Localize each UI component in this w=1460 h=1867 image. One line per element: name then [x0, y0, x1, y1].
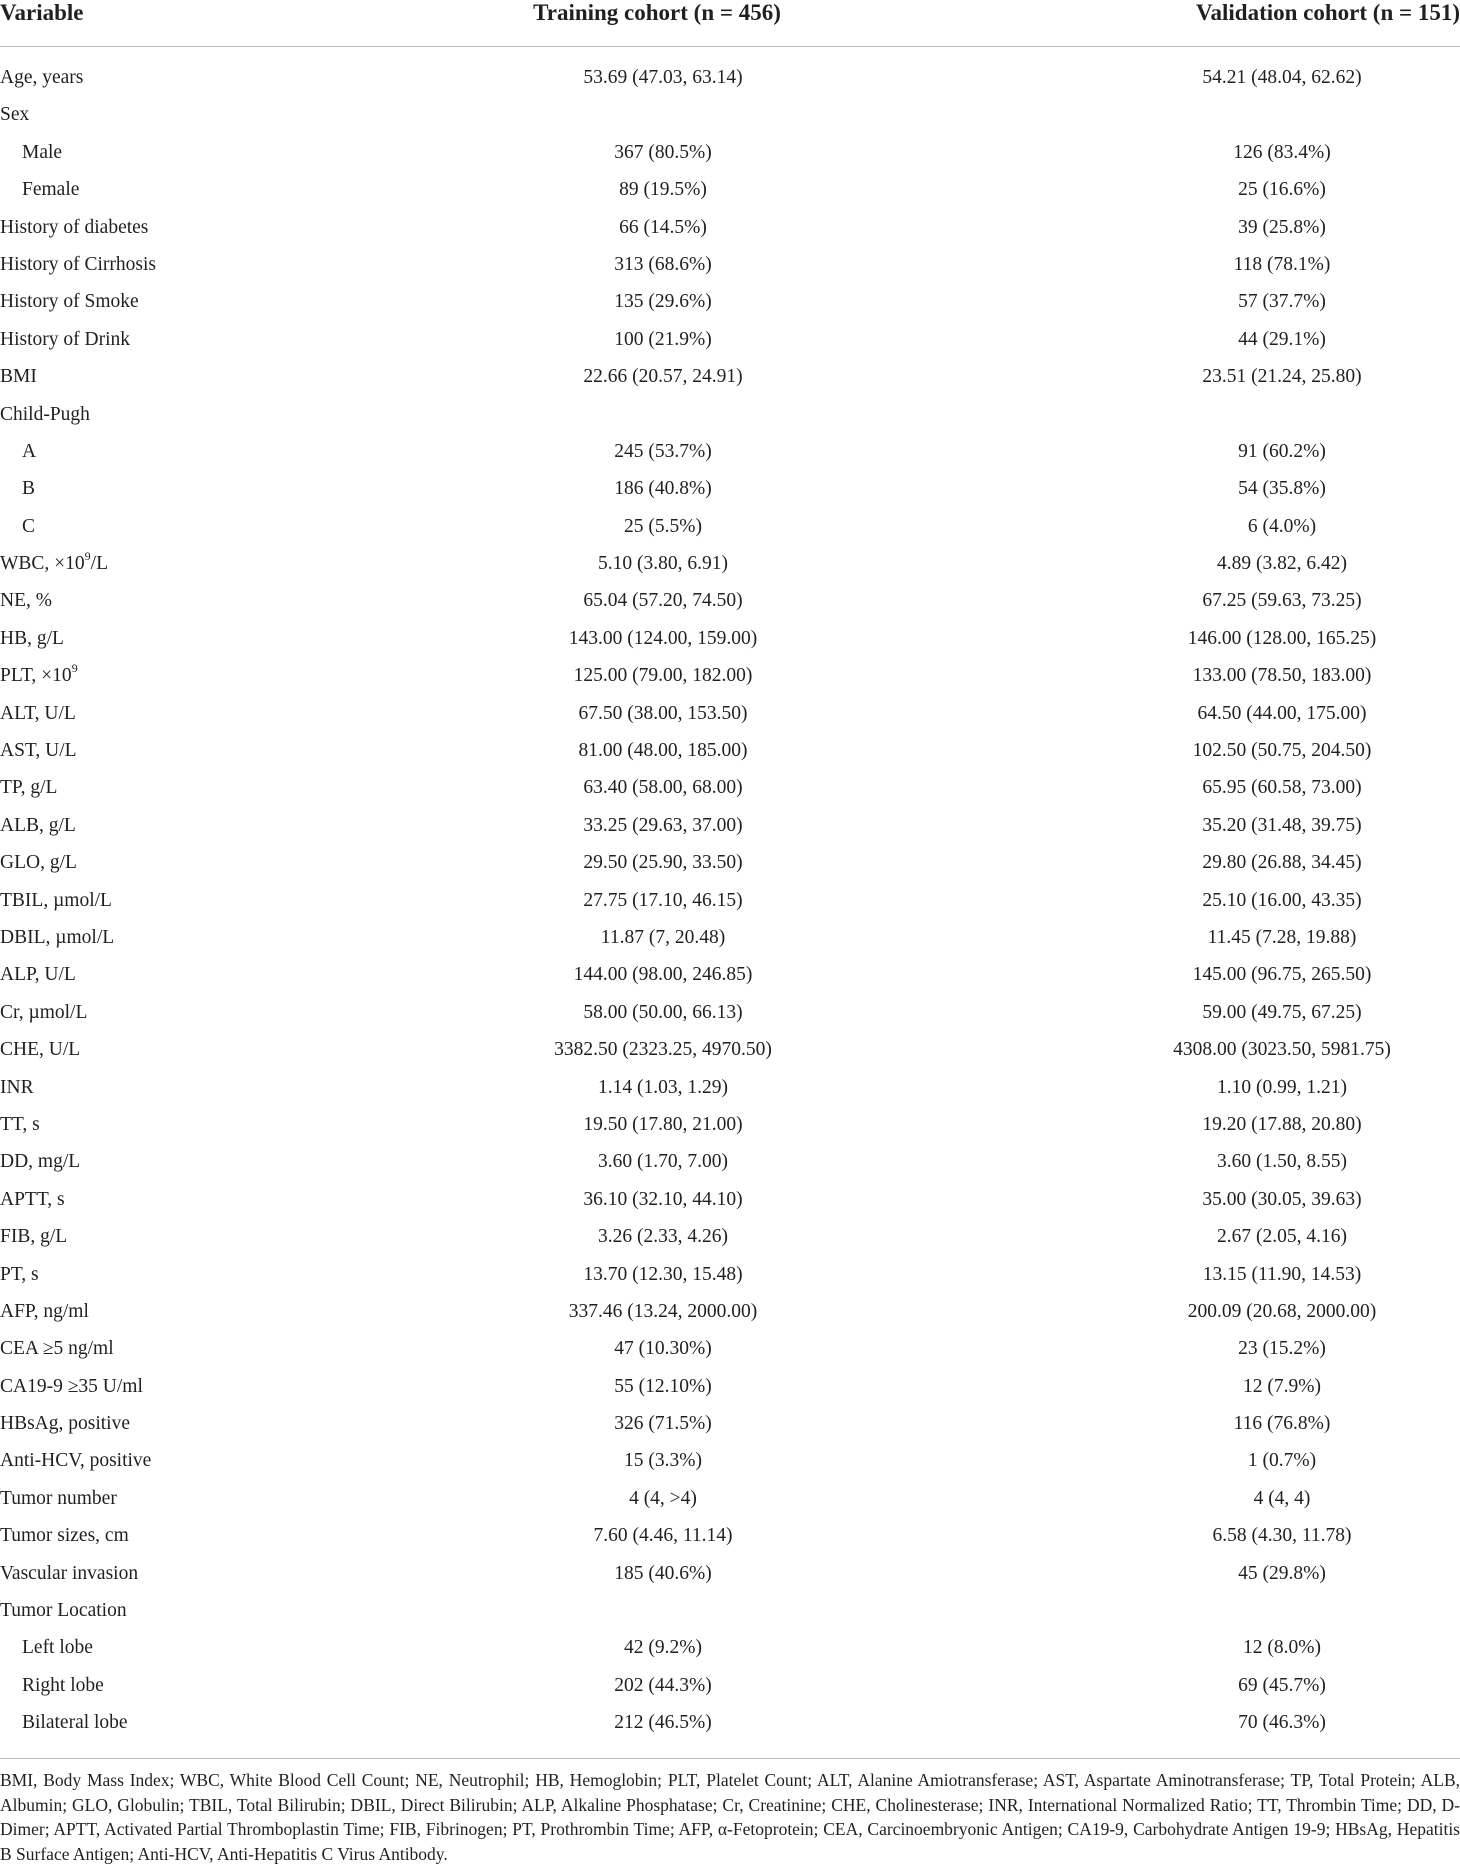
table-row — [0, 1667, 1460, 1704]
training-cohort-cell: 326 (71.5%) — [614, 1413, 712, 1435]
table-row — [0, 508, 1460, 545]
table-row — [0, 956, 1460, 993]
variable-label: WBC, ×10 — [0, 553, 85, 575]
variable-cell — [0, 1256, 39, 1293]
variable-cell — [0, 209, 148, 246]
table-row — [0, 171, 1460, 208]
training-cohort-cell: 3.26 (2.33, 4.26) — [598, 1226, 728, 1248]
variable-cell — [0, 1330, 114, 1367]
validation-cohort-cell: 25 (16.6%) — [1238, 179, 1326, 201]
training-cohort-cell: 100 (21.9%) — [614, 328, 712, 350]
table-row — [0, 1405, 1460, 1442]
variable-label: AFP, ng/ml — [0, 1300, 89, 1322]
variable-label: PLT, ×10 — [0, 665, 72, 687]
validation-cohort-cell: 11.45 (7.28, 19.88) — [1207, 926, 1357, 948]
validation-cohort-cell: 116 (76.8%) — [1233, 1413, 1331, 1435]
training-cohort-cell: 29.50 (25.90, 33.50) — [583, 852, 743, 874]
table-row — [0, 1218, 1460, 1255]
variable-cell — [0, 807, 76, 844]
variable-label: FIB, g/L — [0, 1226, 68, 1248]
variable-label: TBIL, µmol/L — [0, 889, 112, 911]
table-row — [0, 209, 1460, 246]
variable-label: A — [22, 440, 37, 462]
variable-label: Female — [22, 179, 80, 201]
table-bottom-rule — [0, 1758, 1460, 1759]
table-row — [0, 1517, 1460, 1554]
variable-label: INR — [0, 1076, 34, 1098]
table-row — [0, 695, 1460, 732]
training-cohort-cell: 144.00 (98.00, 246.85) — [573, 964, 753, 986]
training-cohort-cell: 202 (44.3%) — [614, 1674, 712, 1696]
variable-cell — [0, 545, 108, 582]
validation-cohort-cell: 69 (45.7%) — [1238, 1674, 1326, 1696]
variable-label: BMI — [0, 366, 37, 388]
training-cohort-cell: 15 (3.3%) — [624, 1450, 702, 1472]
training-cohort-cell: 135 (29.6%) — [614, 291, 712, 313]
validation-cohort-cell: 126 (83.4%) — [1233, 141, 1331, 163]
training-cohort-cell: 65.04 (57.20, 74.50) — [583, 590, 743, 612]
variable-label: CEA ≥5 ng/ml — [0, 1338, 114, 1360]
variable-label: TP, g/L — [0, 777, 58, 799]
training-cohort-cell: 22.66 (20.57, 24.91) — [583, 366, 743, 388]
variable-label: Vascular invasion — [0, 1562, 139, 1584]
variable-label: Tumor number — [0, 1487, 117, 1509]
validation-cohort-cell: 145.00 (96.75, 265.50) — [1192, 964, 1372, 986]
variable-label: CHE, U/L — [0, 1039, 81, 1061]
training-cohort-cell: 125.00 (79.00, 182.00) — [573, 665, 753, 687]
variable-cell — [0, 882, 112, 919]
variable-label: Tumor Location — [0, 1600, 127, 1622]
training-cohort-cell: 42 (9.2%) — [624, 1637, 702, 1659]
validation-cohort-cell: 6.58 (4.30, 11.78) — [1212, 1525, 1352, 1547]
variable-cell — [0, 96, 29, 133]
table-row — [0, 1069, 1460, 1106]
table-row — [0, 246, 1460, 283]
table-row — [0, 134, 1460, 171]
table-row — [0, 582, 1460, 619]
variable-cell — [0, 1368, 143, 1405]
validation-cohort-cell: 1.10 (0.99, 1.21) — [1217, 1076, 1347, 1098]
validation-cohort-cell: 3.60 (1.50, 8.55) — [1217, 1151, 1347, 1173]
training-cohort-cell: 81.00 (48.00, 185.00) — [578, 740, 748, 762]
validation-cohort-cell: 23.51 (21.24, 25.80) — [1202, 366, 1362, 388]
training-cohort-cell: 5.10 (3.80, 6.91) — [598, 553, 728, 575]
variable-label: Cr, µmol/L — [0, 1001, 88, 1023]
training-cohort-cell: 367 (80.5%) — [614, 141, 712, 163]
table-row — [0, 844, 1460, 881]
variable-cell — [0, 657, 78, 694]
validation-cohort-cell: 35.20 (31.48, 39.75) — [1202, 814, 1362, 836]
variable-cell — [22, 1667, 104, 1704]
variable-label: Child-Pugh — [0, 403, 90, 425]
variable-cell — [0, 919, 114, 956]
table-footnote: BMI, Body Mass Index; WBC, White Blood Cell Count; NE, Neutrophil; HB, Hemoglobin; PLT, Platelet Count; ALT, Alanine Amiotransferase; AST, Aspartate Aminotransferase; TP, Total Protein; ALB, Albumin; GLO, Globulin; TBIL, Total Bilirubin; DBIL, Direct Bilirubin; ALP, Alkaline Phosphatase; Cr, Creatinine; CHE, Cholinesterase; INR, International Normalized Ratio; TT, Thrombin Time; DD, D-Dimer; APTT, Activated Partial Thromboplastin Time; FIB, Fibrinogen; PT, Prothrombin Time; AFP, α-Fetoprotein; CEA, Carcinoembryonic Antigen; CA19-9, Carbohydrate Antigen 19-9; HBsAg, Hepatitis B Surface Antigen; Anti-HCV, Anti-Hepatitis C Virus Antibody. — [0, 1770, 1460, 1864]
header-variable: Variable — [0, 0, 84, 25]
validation-cohort-cell: 19.20 (17.88, 20.80) — [1202, 1113, 1362, 1135]
table-row — [0, 1442, 1460, 1479]
training-cohort-cell: 58.00 (50.00, 66.13) — [583, 1001, 743, 1023]
validation-cohort-cell: 65.95 (60.58, 73.00) — [1202, 777, 1362, 799]
validation-cohort-cell: 1 (0.7%) — [1247, 1450, 1317, 1472]
training-cohort-cell: 245 (53.7%) — [614, 440, 712, 462]
variable-cell — [0, 59, 83, 96]
header-validation-cohort: Validation cohort (n = 151) — [1196, 0, 1460, 25]
validation-cohort-cell: 64.50 (44.00, 175.00) — [1197, 702, 1367, 724]
training-cohort-cell: 89 (19.5%) — [619, 179, 707, 201]
validation-cohort-cell: 23 (15.2%) — [1238, 1338, 1326, 1360]
training-cohort-cell: 143.00 (124.00, 159.00) — [568, 627, 758, 649]
variable-cell — [22, 171, 79, 208]
validation-cohort-cell: 118 (78.1%) — [1233, 253, 1331, 275]
variable-cell — [0, 358, 37, 395]
validation-cohort-cell: 59.00 (49.75, 67.25) — [1202, 1001, 1362, 1023]
variable-cell — [0, 283, 139, 320]
variable-label: B — [22, 478, 36, 500]
variable-label: ALP, U/L — [0, 964, 76, 986]
training-cohort-cell: 63.40 (58.00, 68.00) — [583, 777, 743, 799]
table-row — [0, 1293, 1460, 1330]
table-row — [0, 769, 1460, 806]
validation-cohort-cell: 12 (7.9%) — [1243, 1375, 1321, 1397]
variable-label: C — [22, 515, 36, 537]
variable-cell — [22, 433, 36, 470]
variable-cell — [22, 1704, 128, 1741]
table-row — [0, 1181, 1460, 1218]
training-cohort-cell: 3382.50 (2323.25, 4970.50) — [554, 1039, 772, 1061]
validation-cohort-cell: 35.00 (30.05, 39.63) — [1202, 1188, 1362, 1210]
training-cohort-cell: 55 (12.10%) — [614, 1375, 712, 1397]
table-row — [0, 1143, 1460, 1180]
training-cohort-cell: 4 (4, >4) — [629, 1487, 697, 1509]
validation-cohort-cell: 57 (37.7%) — [1238, 291, 1326, 313]
variable-cell — [0, 1555, 138, 1592]
variable-cell — [0, 321, 130, 358]
variable-label: History of diabetes — [0, 216, 149, 238]
training-cohort-cell: 19.50 (17.80, 21.00) — [583, 1113, 743, 1135]
table-row — [0, 1592, 1460, 1629]
training-cohort-cell: 13.70 (12.30, 15.48) — [583, 1263, 743, 1285]
variable-superscript: 9 — [71, 660, 78, 675]
variable-label: CA19-9 ≥35 U/ml — [0, 1375, 143, 1397]
variable-cell — [0, 1069, 34, 1106]
table-body — [0, 59, 1460, 1742]
table-row — [0, 96, 1460, 133]
variable-label: AST, U/L — [0, 740, 77, 762]
variable-cell — [0, 246, 156, 283]
table-row — [0, 882, 1460, 919]
variable-label: HBsAg, positive — [0, 1413, 131, 1435]
validation-cohort-cell: 4 (4, 4) — [1253, 1487, 1311, 1509]
variable-label: PT, s — [0, 1263, 39, 1285]
variable-cell — [22, 508, 35, 545]
table-row — [0, 1480, 1460, 1517]
validation-cohort-cell: 4308.00 (3023.50, 5981.75) — [1173, 1039, 1391, 1061]
variable-cell — [0, 1592, 127, 1629]
table-row — [0, 321, 1460, 358]
training-cohort-cell: 53.69 (47.03, 63.14) — [583, 67, 743, 88]
training-cohort-cell: 11.87 (7, 20.48) — [600, 926, 726, 948]
training-cohort-cell: 7.60 (4.46, 11.14) — [593, 1525, 733, 1547]
variable-cell — [0, 1517, 129, 1554]
table-row — [0, 433, 1460, 470]
variable-label: History of Cirrhosis — [0, 253, 156, 275]
variable-label: GLO, g/L — [0, 852, 77, 874]
table-row — [0, 1031, 1460, 1068]
variable-cell — [0, 1031, 80, 1068]
validation-cohort-cell: 54.21 (48.04, 62.62) — [1202, 67, 1362, 88]
variable-label: Male — [22, 141, 63, 163]
variable-label: DD, mg/L — [0, 1151, 81, 1173]
variable-cell — [0, 582, 52, 619]
table-row — [0, 1106, 1460, 1143]
table-row — [0, 1256, 1460, 1293]
table-row — [0, 470, 1460, 507]
validation-cohort-cell: 45 (29.8%) — [1238, 1562, 1326, 1584]
variable-cell — [0, 695, 76, 732]
validation-cohort-cell: 70 (46.3%) — [1238, 1712, 1326, 1734]
variable-cell — [0, 1143, 80, 1180]
variable-label: Left lobe — [22, 1637, 93, 1659]
table-row — [0, 1629, 1460, 1666]
variable-label: Right lobe — [22, 1674, 104, 1696]
variable-label: History of Smoke — [0, 291, 139, 313]
table-row — [0, 1330, 1460, 1367]
variable-cell — [0, 732, 77, 769]
variable-superscript: 9 — [84, 548, 91, 563]
variable-unit-suffix: /L — [90, 553, 109, 575]
variable-label: TT, s — [0, 1113, 40, 1135]
validation-cohort-cell: 54 (35.8%) — [1238, 478, 1326, 500]
table-row — [0, 620, 1460, 657]
validation-cohort-cell: 12 (8.0%) — [1243, 1637, 1321, 1659]
variable-label: Tumor sizes, cm — [0, 1525, 129, 1547]
training-cohort-cell: 27.75 (17.10, 46.15) — [583, 889, 743, 911]
table-row — [0, 994, 1460, 1031]
variable-cell — [0, 1480, 117, 1517]
variable-label: APTT, s — [0, 1188, 65, 1210]
validation-cohort-cell: 4.89 (3.82, 6.42) — [1217, 553, 1347, 575]
validation-cohort-cell: 146.00 (128.00, 165.25) — [1187, 627, 1377, 649]
training-cohort-cell: 185 (40.6%) — [614, 1562, 712, 1584]
training-cohort-cell: 66 (14.5%) — [619, 216, 707, 238]
variable-cell — [0, 1218, 67, 1255]
training-cohort-cell: 67.50 (38.00, 153.50) — [578, 702, 748, 724]
variable-label: History of Drink — [0, 328, 130, 350]
table-row — [0, 1555, 1460, 1592]
table-row — [0, 657, 1460, 694]
training-cohort-cell: 25 (5.5%) — [624, 515, 702, 537]
validation-cohort-cell: 2.67 (2.05, 4.16) — [1217, 1226, 1347, 1248]
table-row — [0, 1704, 1460, 1741]
variable-cell — [0, 769, 57, 806]
validation-cohort-cell: 29.80 (26.88, 34.45) — [1202, 852, 1362, 874]
variable-label: NE, % — [0, 590, 52, 612]
variable-cell — [22, 1629, 93, 1666]
validation-cohort-cell: 200.09 (20.68, 2000.00) — [1187, 1300, 1377, 1322]
variable-cell — [0, 956, 76, 993]
table-row — [0, 283, 1460, 320]
variable-label: Anti-HCV, positive — [0, 1450, 152, 1472]
validation-cohort-cell: 133.00 (78.50, 183.00) — [1192, 665, 1372, 687]
validation-cohort-cell: 91 (60.2%) — [1238, 440, 1326, 462]
validation-cohort-cell: 25.10 (16.00, 43.35) — [1202, 889, 1362, 911]
validation-cohort-cell: 39 (25.8%) — [1238, 216, 1326, 238]
variable-cell — [0, 620, 64, 657]
training-cohort-cell: 337.46 (13.24, 2000.00) — [568, 1300, 758, 1322]
table-row — [0, 358, 1460, 395]
table-header-row — [0, 0, 1460, 47]
variable-cell — [0, 844, 77, 881]
training-cohort-cell: 36.10 (32.10, 44.10) — [583, 1188, 743, 1210]
variable-label: Bilateral lobe — [22, 1712, 128, 1734]
table-row — [0, 807, 1460, 844]
variable-label: DBIL, µmol/L — [0, 926, 115, 948]
training-cohort-cell: 3.60 (1.70, 7.00) — [598, 1151, 728, 1173]
validation-cohort-cell: 6 (4.0%) — [1247, 515, 1317, 537]
training-cohort-cell: 1.14 (1.03, 1.29) — [598, 1076, 728, 1098]
variable-label: Age, years — [0, 67, 84, 88]
table-row — [0, 732, 1460, 769]
variable-cell — [0, 1293, 89, 1330]
table-row — [0, 59, 1460, 96]
variable-label: ALB, g/L — [0, 814, 76, 836]
variable-cell — [0, 1106, 40, 1143]
variable-cell — [0, 1181, 65, 1218]
training-cohort-cell: 33.25 (29.63, 37.00) — [583, 814, 743, 836]
validation-cohort-cell: 67.25 (59.63, 73.25) — [1202, 590, 1362, 612]
training-cohort-cell: 186 (40.8%) — [614, 478, 712, 500]
validation-cohort-cell: 102.50 (50.75, 204.50) — [1192, 740, 1372, 762]
validation-cohort-cell: 13.15 (11.90, 14.53) — [1202, 1263, 1362, 1285]
variable-cell — [22, 134, 62, 171]
training-cohort-cell: 212 (46.5%) — [614, 1712, 712, 1734]
variable-cell — [0, 1405, 130, 1442]
table-row — [0, 396, 1460, 433]
variable-cell — [0, 994, 87, 1031]
table-row — [0, 545, 1460, 582]
variable-label: ALT, U/L — [0, 702, 76, 724]
header-training-cohort: Training cohort (n = 456) — [533, 0, 781, 25]
training-cohort-cell: 313 (68.6%) — [614, 253, 712, 275]
training-cohort-cell: 47 (10.30%) — [614, 1338, 712, 1360]
variable-label: Sex — [0, 104, 30, 126]
table-row — [0, 919, 1460, 956]
validation-cohort-cell: 44 (29.1%) — [1238, 328, 1326, 350]
table-row — [0, 1368, 1460, 1405]
variable-cell — [0, 396, 90, 433]
variable-cell — [0, 1442, 151, 1479]
variable-cell — [22, 470, 35, 507]
variable-label: HB, g/L — [0, 627, 64, 649]
